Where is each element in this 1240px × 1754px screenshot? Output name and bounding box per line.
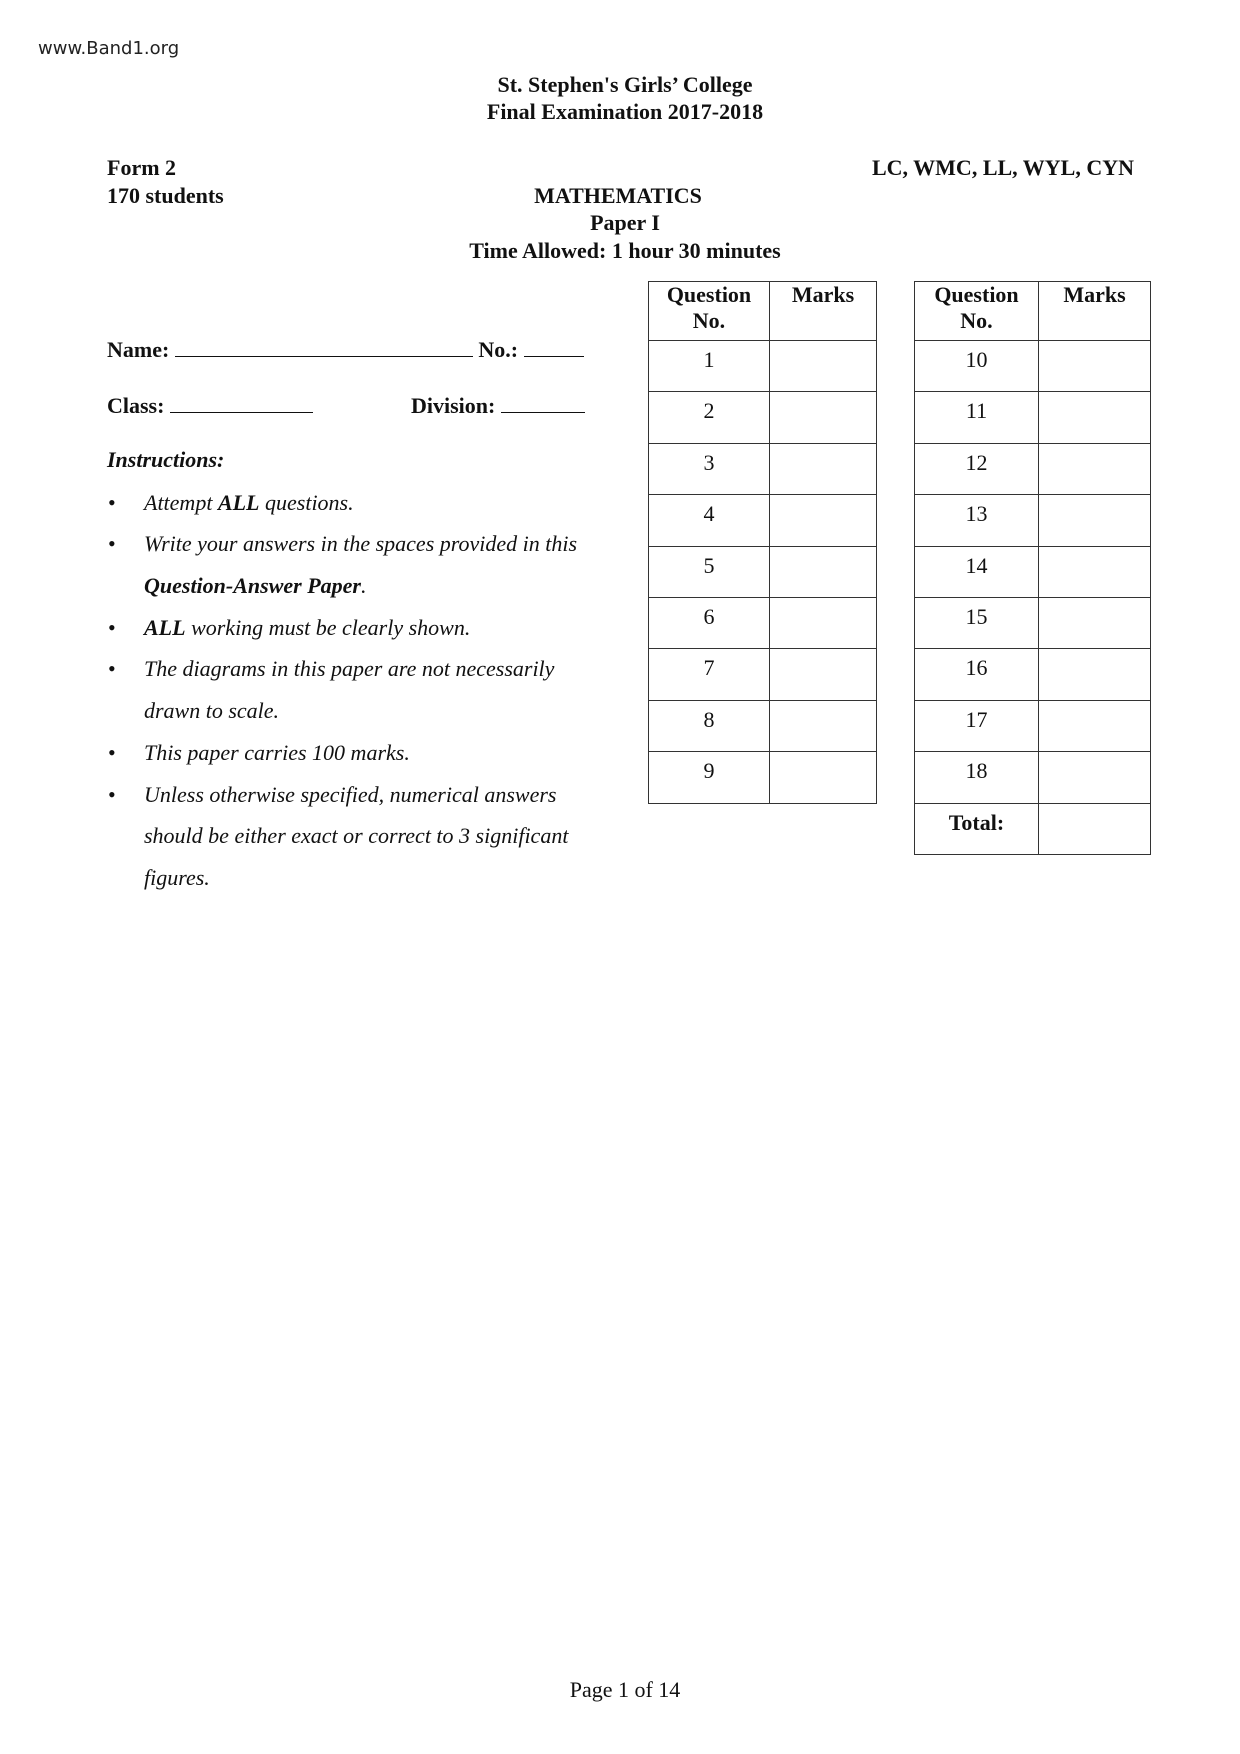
table-row xyxy=(915,752,1151,803)
division-field[interactable] xyxy=(411,392,585,419)
question-number: 8 xyxy=(649,700,770,751)
table-row xyxy=(915,495,1151,546)
instruction-line: • ALL working must be clearly shown. xyxy=(108,615,471,640)
question-number: 11 xyxy=(915,392,1039,443)
instruction-line: Question-Answer Paper. xyxy=(144,573,367,598)
marks-table-left xyxy=(648,281,877,804)
instruction-line: drawn to scale. xyxy=(144,698,280,723)
instruction-line: • This paper carries 100 marks. xyxy=(108,740,410,765)
page-number: Page 1 of 14 xyxy=(569,1677,681,1702)
total-row xyxy=(915,803,1151,854)
marks-cell[interactable] xyxy=(770,341,877,392)
bullet-icon: • xyxy=(108,490,116,515)
instruction-line: • Attempt ALL questions. xyxy=(108,490,354,515)
no-label: No.: xyxy=(478,337,519,362)
question-number: 10 xyxy=(915,341,1039,392)
marks-cell[interactable] xyxy=(770,597,877,648)
question-number: 16 xyxy=(915,649,1039,700)
name-label: Name: xyxy=(107,337,170,362)
bullet-icon: • xyxy=(108,740,116,765)
table-row xyxy=(915,546,1151,597)
bullet-icon: • xyxy=(108,656,116,681)
marks-cell[interactable] xyxy=(770,443,877,494)
instruction-line: should be either exact or correct to 3 significant xyxy=(144,823,569,848)
instruction-line: • The diagrams in this paper are not necessarily xyxy=(108,656,555,681)
question-number: 9 xyxy=(649,752,770,803)
table-row xyxy=(915,700,1151,751)
marks-cell[interactable] xyxy=(1039,341,1151,392)
header-question: Question No. xyxy=(915,282,1039,341)
table-row xyxy=(915,392,1151,443)
marks-cell[interactable] xyxy=(770,700,877,751)
question-number: 2 xyxy=(649,392,770,443)
total-marks-cell[interactable] xyxy=(1039,803,1151,854)
table-row xyxy=(915,341,1151,392)
question-number: 5 xyxy=(649,546,770,597)
question-number: 3 xyxy=(649,443,770,494)
marks-cell[interactable] xyxy=(770,392,877,443)
bullet-icon: • xyxy=(108,615,116,640)
watermark: www.Band1.org xyxy=(38,38,180,59)
header-marks: Marks xyxy=(770,282,877,341)
question-number: 13 xyxy=(915,495,1039,546)
marks-cell[interactable] xyxy=(1039,495,1151,546)
subject: MATHEMATICS xyxy=(534,183,702,208)
total-label: Total: xyxy=(915,803,1039,854)
question-number: 4 xyxy=(649,495,770,546)
table-row xyxy=(915,649,1151,700)
class-field[interactable] xyxy=(107,392,313,419)
marks-cell[interactable] xyxy=(1039,597,1151,648)
exam-title: Final Examination 2017-2018 xyxy=(486,99,764,124)
students: 170 students xyxy=(107,183,224,208)
question-number: 12 xyxy=(915,443,1039,494)
class-label: Class: xyxy=(107,393,165,418)
question-number: 1 xyxy=(649,341,770,392)
marks-cell[interactable] xyxy=(770,752,877,803)
division-label: Division: xyxy=(411,393,496,418)
marks-cell[interactable] xyxy=(1039,700,1151,751)
table-row xyxy=(649,597,877,648)
marks-cell[interactable] xyxy=(770,649,877,700)
table-row xyxy=(649,443,877,494)
table-row xyxy=(649,649,877,700)
header-marks: Marks xyxy=(1039,282,1151,341)
marks-cell[interactable] xyxy=(1039,546,1151,597)
table-row xyxy=(649,546,877,597)
table-row xyxy=(649,495,877,546)
paper: Paper I xyxy=(590,210,660,235)
marks-cell[interactable] xyxy=(1039,392,1151,443)
table-row xyxy=(649,392,877,443)
marks-cell[interactable] xyxy=(770,495,877,546)
form: Form 2 xyxy=(107,155,177,180)
table-row xyxy=(915,443,1151,494)
marks-cell[interactable] xyxy=(1039,443,1151,494)
time-allowed: Time Allowed: 1 hour 30 minutes xyxy=(469,238,781,263)
question-number: 15 xyxy=(915,597,1039,648)
school-name: St. Stephen's Girls’ College xyxy=(497,72,753,97)
question-number: 14 xyxy=(915,546,1039,597)
table-row xyxy=(915,597,1151,648)
question-number: 6 xyxy=(649,597,770,648)
no-field[interactable] xyxy=(524,336,584,357)
instruction-line: figures. xyxy=(144,865,210,890)
bullet-icon: • xyxy=(108,782,116,807)
question-number: 7 xyxy=(649,649,770,700)
table-row xyxy=(649,752,877,803)
table-row xyxy=(649,341,877,392)
marks-cell[interactable] xyxy=(770,546,877,597)
marks-cell[interactable] xyxy=(1039,649,1151,700)
instruction-line: • Write your answers in the spaces provided in this xyxy=(108,531,578,556)
table-row xyxy=(649,700,877,751)
bullet-icon: • xyxy=(108,531,116,556)
instruction-line: • Unless otherwise specified, numerical answers xyxy=(108,782,557,807)
teachers: LC, WMC, LL, WYL, CYN xyxy=(872,155,1134,180)
marks-table-right xyxy=(914,281,1151,855)
question-number: 18 xyxy=(915,752,1039,803)
marks-cell[interactable] xyxy=(1039,752,1151,803)
header-question: Question No. xyxy=(649,282,770,341)
instructions-title: Instructions: xyxy=(107,447,225,472)
question-number: 17 xyxy=(915,700,1039,751)
name-field[interactable] xyxy=(107,336,584,363)
